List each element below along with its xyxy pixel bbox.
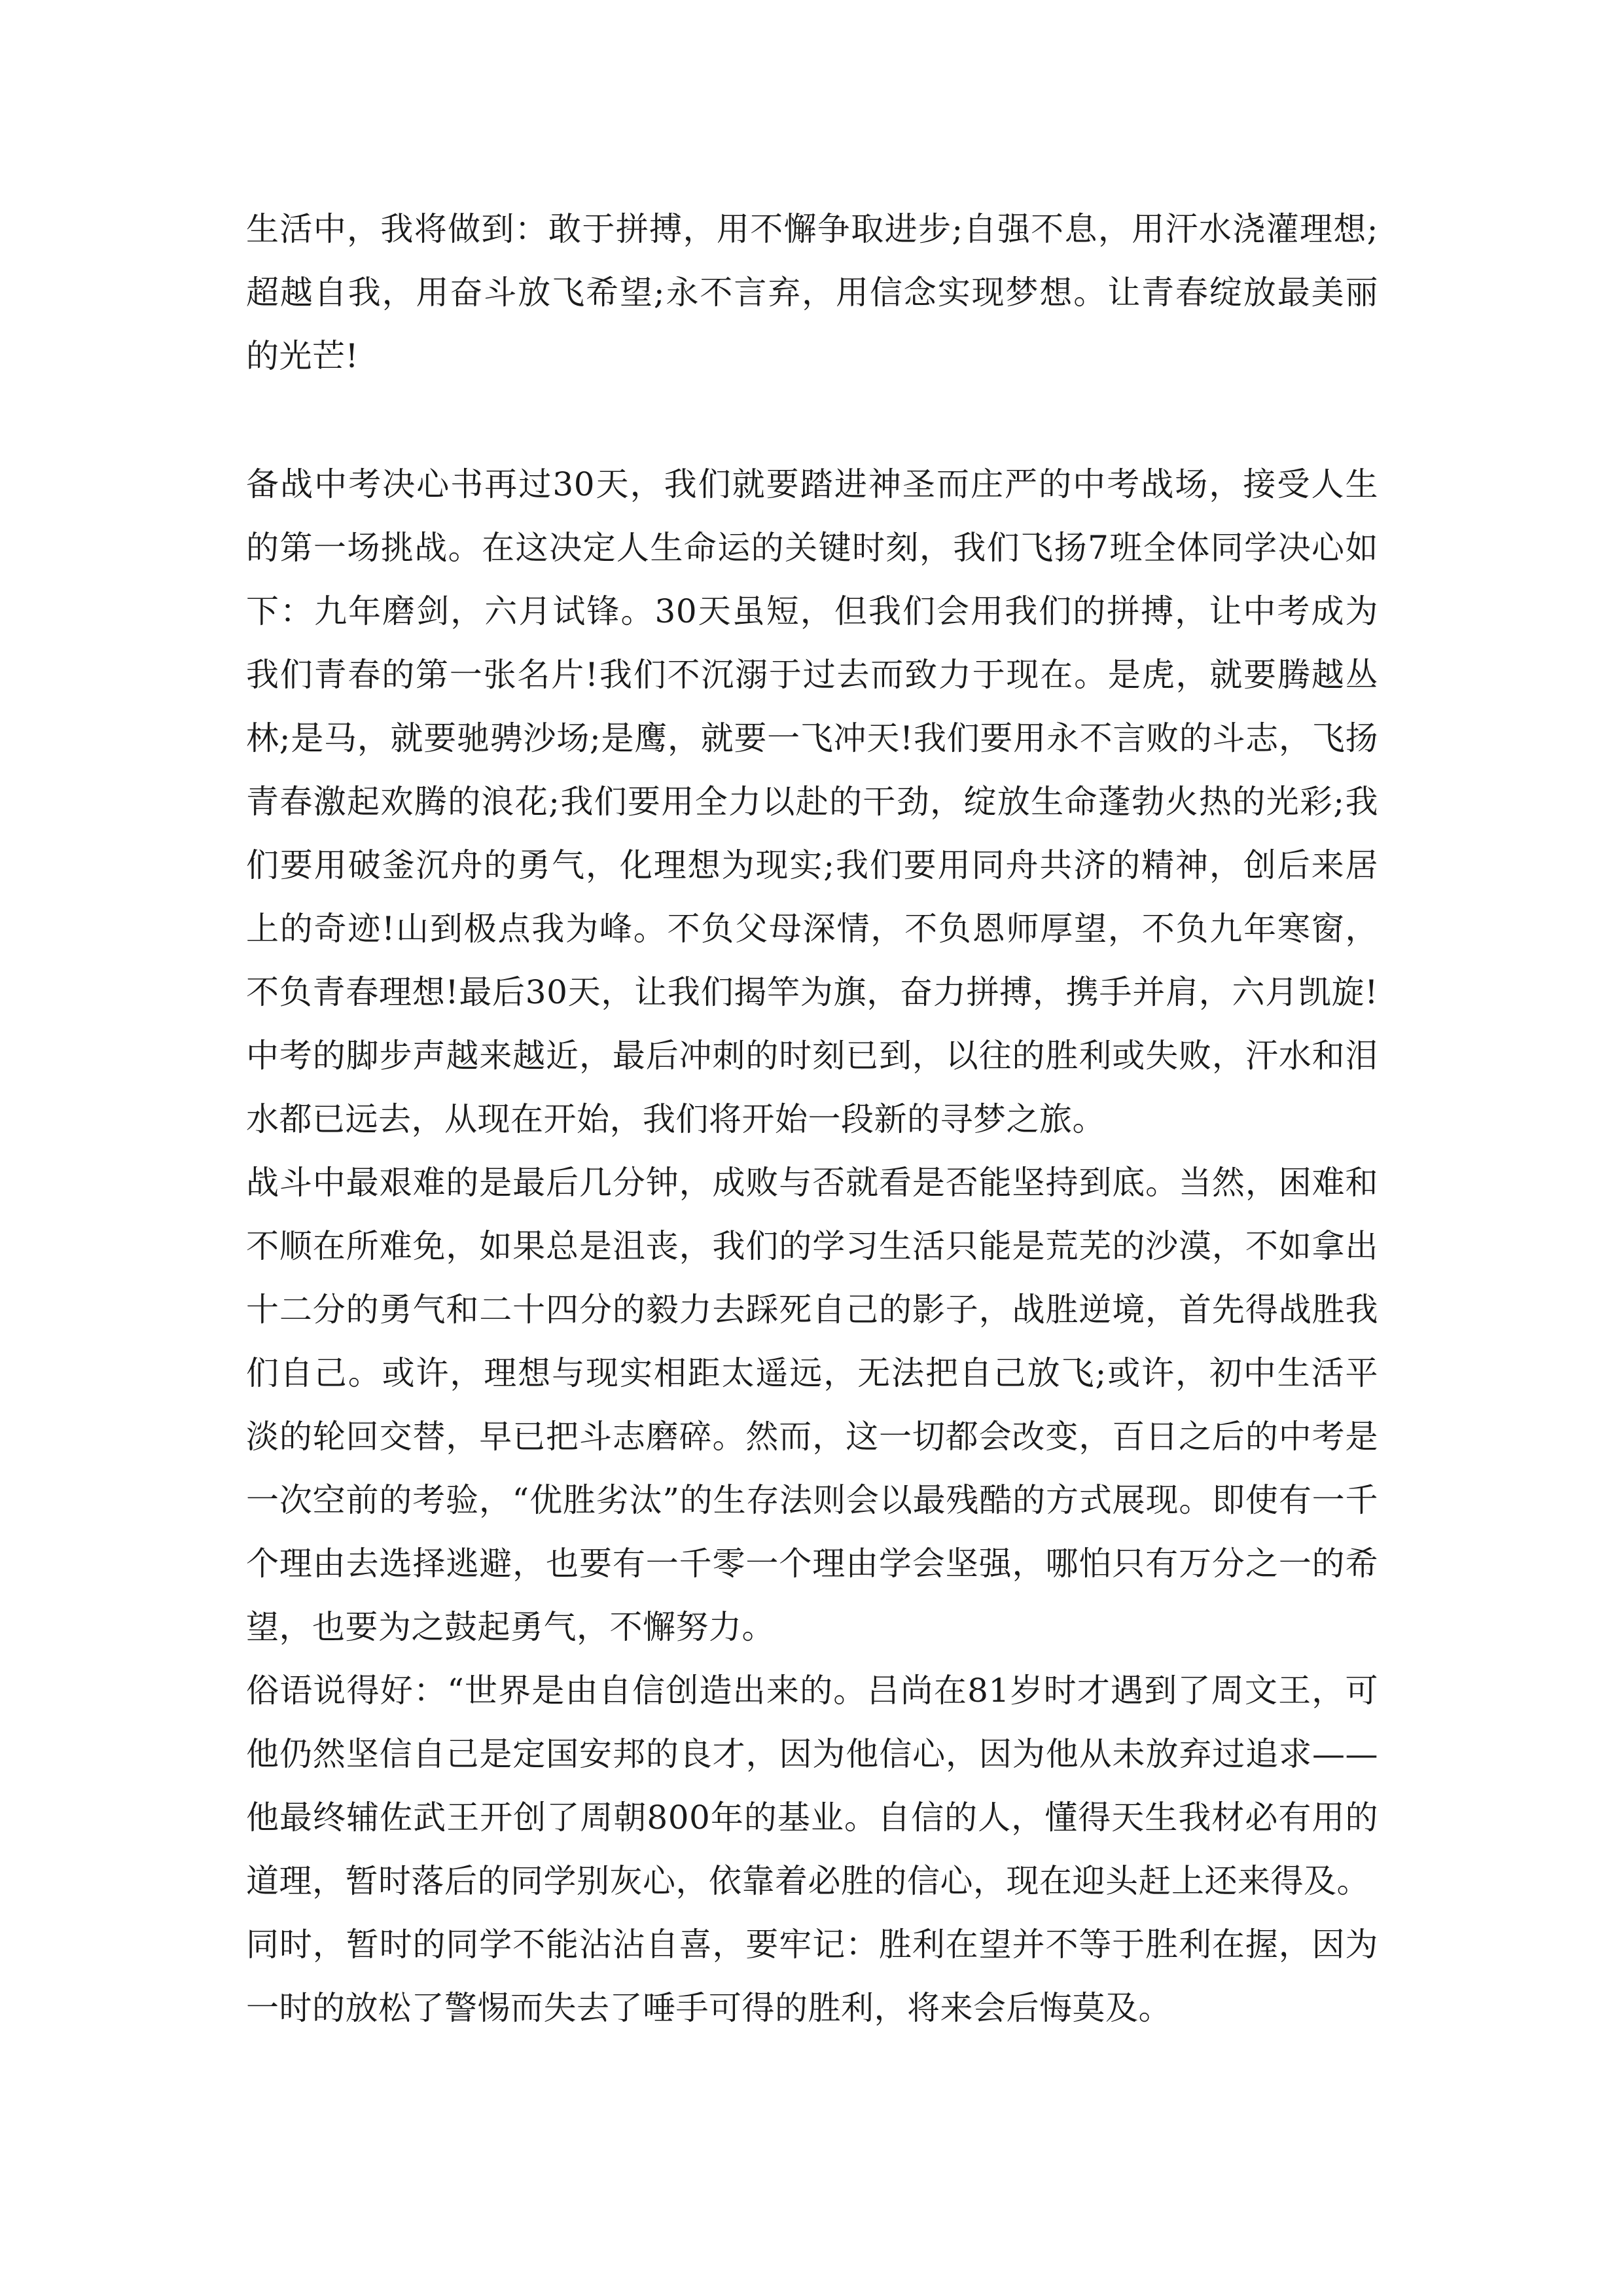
paragraph-intro: 生活中，我将做到：敢于拼搏，用不懈争取进步;自强不息，用汗水浇灌理想;超越自我，用奋斗放飞希望;永不言弃，用信念实现梦想。让青春绽放最美丽的光芒! bbox=[246, 210, 1378, 375]
paragraph-confidence: 俗语说得好：“世界是由自信创造出来的。吕尚在81岁时才遇到了周文王，可他仍然坚信自己是定国安邦的良才，因为他信心，因为他从未放弃过追求——他最终辅佐武王开创了周朝800年的基业。自信的人，懂得天生我材必有用的道理，暂时落后的同学别灰心，依靠着必胜的信心，现在迎头赶上还来得及。 bbox=[246, 1672, 1378, 1900]
paragraph-caution: 同时，暂时的同学不能沾沾自喜，要牢记：胜利在望并不等于胜利在握，因为一时的放松了警惕而失去了唾手可得的胜利，将来会后悔莫及。 bbox=[246, 1926, 1378, 2027]
text-block-main bbox=[246, 453, 1378, 2040]
paragraph-resolution: 备战中考决心书再过30天，我们就要踏进神圣而庄严的中考战场，接受人生的第一场挑战。在这决定人生命运的关键时刻，我们飞扬7班全体同学决心如下：九年磨剑，六月试锋。30天虽短，但我们会用我们的拼搏，让中考成为我们青春的第一张名片!我们不沉溺于过去而致力于现在。是虎，就要腾越丛林;是马，就要驰骋沙场;是鹰，就要一飞冲天!我们要用永不言败的斗志，飞扬青春激起欢腾的浪花;我们要用全力以赴的干劲，绽放生命蓬勃火热的光彩;我们要用破釜沉舟的勇气，化理想为现实;我们要用同舟共济的精神，创后来居上的奇迹!山到极点我为峰。不负父母深情，不负恩师厚望，不负九年寒窗，不负青春理想!最后30天，让我们揭竿为旗，奋力拼搏，携手并肩，六月凯旋!中考的脚步声越来越近，最后冲刺的时刻已到，以往的胜利或失败，汗水和泪水都已远去，从现在开始，我们将开始一段新的寻梦之旅。 bbox=[246, 465, 1378, 1138]
text-block-top bbox=[246, 198, 1378, 388]
paragraph-perseverance: 战斗中最艰难的是最后几分钟，成败与否就看是否能坚持到底。当然，困难和不顺在所难免，如果总是沮丧，我们的学习生活只能是荒芜的沙漠，不如拿出十二分的勇气和二十四分的毅力去踩死自己的影子，战胜逆境，首先得战胜我们自己。或许，理想与现实相距太遥远，无法把自己放飞;或许，初中生活平淡的轮回交替，早已把斗志磨碎。然而，这一切都会改变，百日之后的中考是一次空前的考验，“优胜劣汰”的生存法则会以最残酷的方式展现。即使有一千个理由去选择逃避，也要有一千零一个理由学会坚强，哪怕只有万分之一的希望，也要为之鼓起勇气，不懈努力。 bbox=[246, 1164, 1378, 1646]
